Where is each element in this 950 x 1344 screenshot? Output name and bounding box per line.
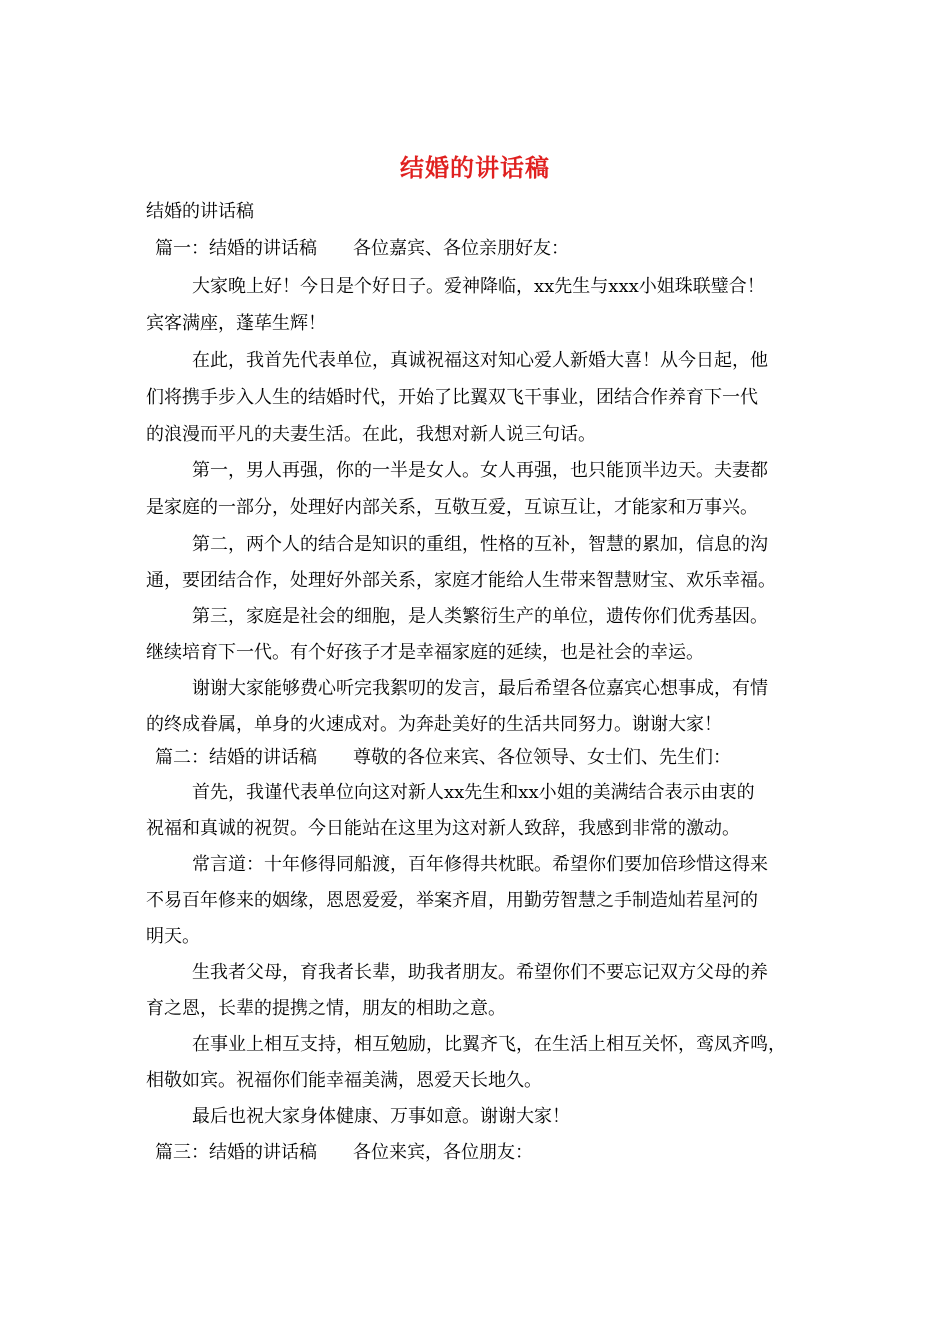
paragraph-line: 的浪漫而平凡的夫妻生活。在此，我想对新人说三句话。 (146, 424, 596, 445)
paragraph-line: 第三，家庭是社会的细胞，是人类繁衍生产的单位，遗传你们优秀基因。 (192, 606, 768, 627)
section-heading-3: 篇三：结婚的讲话稿 各位来宾，各位朋友： (155, 1142, 533, 1163)
paragraph-line: 第二，两个人的结合是知识的重组，性格的互补，智慧的累加，信息的沟 (192, 534, 768, 555)
paragraph-line: 谢谢大家能够费心听完我絮叨的发言，最后希望各位嘉宾心想事成，有情 (192, 678, 768, 699)
paragraph-line: 第一，男人再强，你的一半是女人。女人再强，也只能顶半边天。夫妻都 (192, 460, 768, 481)
paragraph-line: 相敬如宾。祝福你们能幸福美满，恩爱天长地久。 (146, 1070, 542, 1091)
document-subtitle: 结婚的讲话稿 (146, 201, 254, 222)
paragraph-line: 首先，我谨代表单位向这对新人xx先生和xx小姐的美满结合表示由衷的 (192, 782, 755, 803)
paragraph-line: 祝福和真诚的祝贺。今日能站在这里为这对新人致辞，我感到非常的激动。 (146, 818, 740, 839)
paragraph-line: 不易百年修来的姻缘，恩恩爱爱，举案齐眉，用勤劳智慧之手制造灿若星河的 (146, 890, 758, 911)
paragraph-line: 宾客满座，蓬荜生辉！ (146, 313, 326, 334)
paragraph-line: 继续培育下一代。有个好孩子才是幸福家庭的延续，也是社会的幸运。 (146, 642, 704, 663)
paragraph-line: 通，要团结合作，处理好外部关系，家庭才能给人生带来智慧财宝、欢乐幸福。 (146, 570, 776, 591)
section-heading-2: 篇二：结婚的讲话稿 尊敬的各位来宾、各位领导、女士们、先生们： (155, 747, 731, 768)
paragraph-line: 的终成眷属，单身的火速成对。为奔赴美好的生活共同努力。谢谢大家！ (146, 714, 722, 735)
paragraph-line: 育之恩，长辈的提携之情，朋友的相助之意。 (146, 998, 506, 1019)
paragraph-line: 大家晚上好！今日是个好日子。爱神降临，xx先生与xxx小姐珠联璧合！ (192, 276, 765, 297)
paragraph-line: 明天。 (146, 926, 200, 947)
paragraph-line: 最后也祝大家身体健康、万事如意。谢谢大家！ (192, 1106, 570, 1127)
section-heading-1: 篇一：结婚的讲话稿 各位嘉宾、各位亲朋好友： (155, 238, 569, 259)
paragraph-line: 生我者父母，育我者长辈，助我者朋友。希望你们不要忘记双方父母的养 (192, 962, 768, 983)
paragraph-line: 是家庭的一部分，处理好内部关系，互敬互爱，互谅互让，才能家和万事兴。 (146, 497, 758, 518)
paragraph-line: 们将携手步入人生的结婚时代，开始了比翼双飞干事业，团结合作养育下一代 (146, 387, 758, 408)
paragraph-line: 常言道：十年修得同船渡，百年修得共枕眠。希望你们要加倍珍惜这得来 (192, 854, 768, 875)
paragraph-line: 在此，我首先代表单位，真诚祝福这对知心爱人新婚大喜！从今日起，他 (192, 350, 768, 371)
paragraph-line: 在事业上相互支持，相互勉励，比翼齐飞，在生活上相互关怀，鸾凤齐鸣， (192, 1034, 786, 1055)
document-title: 结婚的讲话稿 (400, 153, 550, 182)
